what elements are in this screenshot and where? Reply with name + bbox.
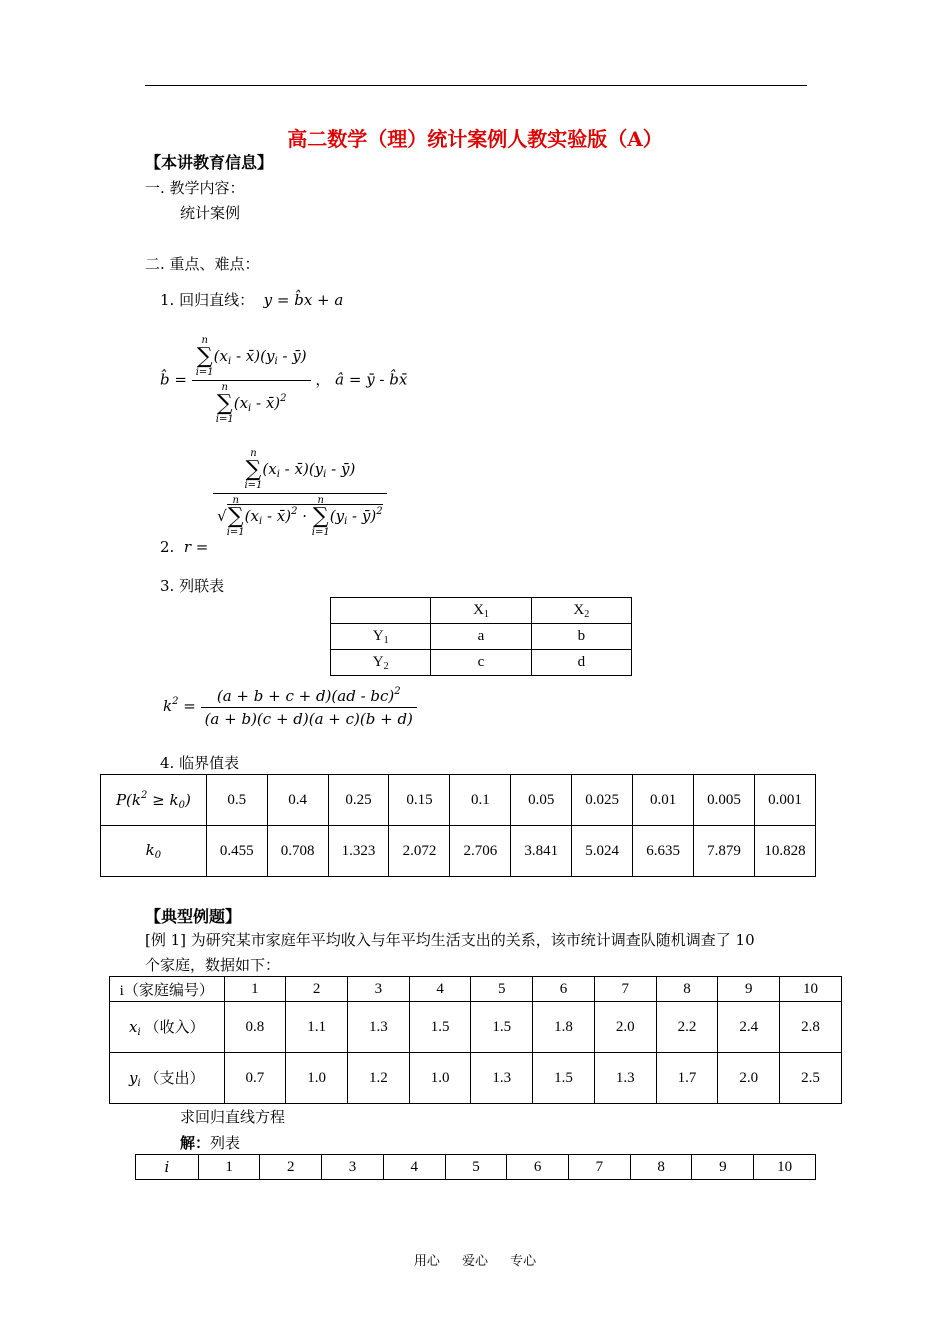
table-cell: 3 [347,977,409,1002]
table-cell: 5 [471,977,533,1002]
table-cell: 1.3 [594,1053,656,1104]
regression-formula: y = b̂x + a [258,291,344,309]
critical-k-label: $k_0$ [101,826,207,877]
key-label: 二. 重点、难点： [145,255,260,273]
contingency-table [330,597,632,676]
critical-cell: 0.15 [389,775,450,826]
row-label-x: $x_i$ （收入） [110,1002,225,1053]
contingency-row-y2: $Y_2$ [331,650,431,676]
critical-cell: 0.01 [633,775,694,826]
critical-k-row [101,826,816,877]
table-cell: 5 [445,1155,507,1180]
row-label-i: i（家庭编号） [110,977,225,1002]
critical-cell: 0.25 [328,775,389,826]
critical-cell: 1.323 [328,826,389,877]
critical-cell: 2.072 [389,826,450,877]
solve-line: 解：列表 [180,1134,241,1152]
k2-formula: $k^2$ = $\frac{(a + b + c + d)(ad - bc)^2}{(a + b)(c + d)(a + c)(b + d)}$ [163,686,417,728]
table-cell: 3 [322,1155,384,1180]
critical-p-row [101,775,816,826]
critical-cell: 0.005 [694,775,755,826]
critical-cell: 6.635 [633,826,694,877]
table-cell: 2 [260,1155,322,1180]
critical-cell: 0.4 [267,775,328,826]
table-cell: 1 [224,977,286,1002]
table-row [110,1002,842,1053]
solve-label-i: i [136,1155,199,1180]
critical-cell: 0.5 [206,775,267,826]
contingency-corner [331,598,431,624]
table-cell: 1.8 [533,1002,595,1053]
table-cell: 1.5 [471,1002,533,1053]
table-cell: 2.4 [718,1002,780,1053]
table-cell: 2.8 [780,1002,842,1053]
bhat-formula: b̂ = n ∑ i=1 ($x_i$ - $x̄)(y_i$ - ȳ) n ∑ i=1 ($x_i$ - x̄)$^2$ ， â = ȳ - b̂x̄ [160,335,408,425]
critical-cell: 0.708 [267,826,328,877]
table-cell: 1.2 [347,1053,409,1104]
content-text: 统计案例 [180,204,241,222]
table-cell: 1.0 [286,1053,348,1104]
table-cell: 2 [286,977,348,1002]
critical-cell: 0.455 [206,826,267,877]
top-rule [145,85,807,86]
table-cell: 1.5 [533,1053,595,1104]
critical-cell: 10.828 [754,826,815,877]
table-cell: 2.5 [780,1053,842,1104]
table-cell: 1 [198,1155,260,1180]
critical-cell: 0.05 [511,775,572,826]
contingency-header-x1: $X_1$ [431,598,531,624]
table-cell: 0.8 [224,1002,286,1053]
critical-cell: 7.879 [694,826,755,877]
critical-cell: 5.024 [572,826,633,877]
critical-cell: 0.1 [450,775,511,826]
contingency-cell: c [431,650,531,676]
example-data-table [109,976,842,1104]
table-cell: 8 [630,1155,692,1180]
item3-label: 3. 列联表 [160,577,225,595]
contingency-cell: d [531,650,631,676]
table-cell: 1.7 [656,1053,718,1104]
table-cell: 1.3 [347,1002,409,1053]
item1-label: 1. 回归直线： y = b̂x + a [160,291,344,309]
contingency-row-y1: $Y_1$ [331,624,431,650]
table-cell: 8 [656,977,718,1002]
contingency-header-x2: $X_2$ [531,598,631,624]
table-cell: 6 [533,977,595,1002]
table-cell: 2.2 [656,1002,718,1053]
critical-value-table [100,774,816,877]
example1-line1: [例 1] 为研究某市家庭年平均收入与年平均生活支出的关系，该市统计调查队随机调查了 10 [145,931,755,949]
item4-label: 4. 临界值表 [160,754,240,772]
table-cell: 1.5 [409,1002,471,1053]
contingency-cell: b [531,624,631,650]
table-cell: 10 [754,1155,816,1180]
table-cell: 4 [409,977,471,1002]
r-formula: 2. r = n ∑ i=1 ($x_i$ - $x̄)(y_i$ - ȳ) √ n ∑ i=1 ($x_i$ - x̄)$^2$ · n ∑ i=1 ($y_i$ - ȳ)$^2$ [160,455,387,544]
table-row [110,1053,842,1104]
critical-cell: 0.001 [754,775,815,826]
example1-line2: 个家庭，数据如下： [145,956,281,974]
table-cell: 1.1 [286,1002,348,1053]
ask-text: 求回归直线方程 [180,1108,286,1126]
solve-table [135,1154,816,1180]
critical-p-label: $P(k^2 \ge k_0)$ [101,775,207,826]
table-cell: 0.7 [224,1053,286,1104]
table-row [110,977,842,1002]
examples-header: 【典型例题】 [145,907,242,926]
contingency-cell: a [431,624,531,650]
table-cell: 2.0 [594,1002,656,1053]
table-cell: 7 [569,1155,631,1180]
table-cell: 1.3 [471,1053,533,1104]
critical-cell: 3.841 [511,826,572,877]
table-row [136,1155,816,1180]
content-label: 一. 教学内容： [145,179,245,197]
table-cell: 6 [507,1155,569,1180]
critical-cell: 0.025 [572,775,633,826]
table-cell: 1.0 [409,1053,471,1104]
table-cell: 4 [383,1155,445,1180]
critical-cell: 2.706 [450,826,511,877]
table-cell: 2.0 [718,1053,780,1104]
table-cell: 10 [780,977,842,1002]
page-footer: 用心 爱心 专心 [413,1254,537,1269]
page-title: 高二数学（理）统计案例人教实验版（A） [287,127,663,151]
info-header: 【本讲教育信息】 [145,153,274,172]
table-cell: 7 [594,977,656,1002]
table-cell: 9 [718,977,780,1002]
row-label-y: $y_i$ （支出） [110,1053,225,1104]
table-cell: 9 [692,1155,754,1180]
